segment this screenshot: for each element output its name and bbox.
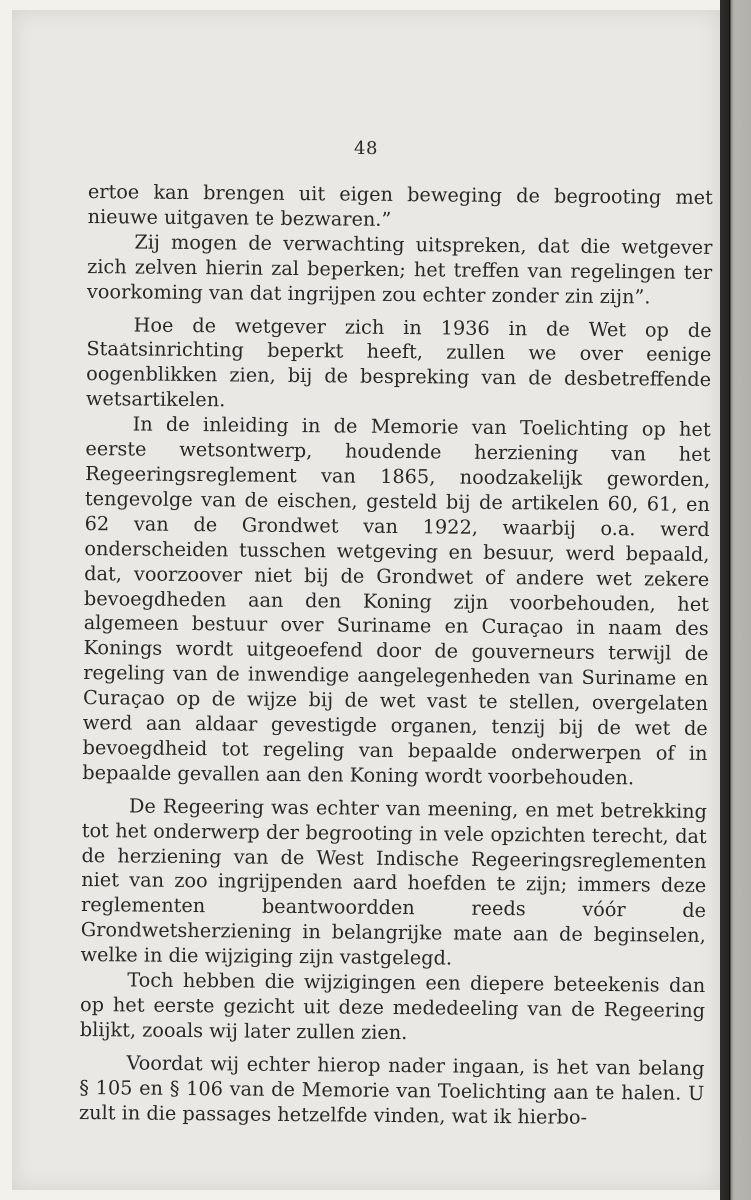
paragraph-6: Toch hebben die wijzigingen een diepere beteekenis dan op het eerste gezicht uit deze mededeeling van de Regeering blijkt, zooals wij later zullen zien. bbox=[79, 968, 706, 1045]
spine-shadow-line bbox=[729, 0, 730, 1200]
paragraph-4: In de inleiding in de Memorie van Toelichting op het eerste wetsontwerp, houdende herziening van het Regeeringsreglement van 1865, noodzakelijk geworden, tengevolge van de eischen, gesteld bij de artikelen 60, 61, en 62 van de Grondwet van 1922, waarbij o.a. werd onderscheiden tusschen wetgeving en besuur, werd bepaald, dat, voorzoover niet bij de Grondwet of andere wet zekere bevoegdheden aan den Koning zijn voorbehouden, het algemeen bestuur over Suriname en Curaçao in naam des Konings wordt uitgeoefend door de gouverneurs terwijl de regeling van de inwendige aangelegenheden van Suriname en Curaçao op de wijze bij de wet vast te stellen, overgelaten werd aan aldaar gevestigde organen, tenzij bij de wet de bevoegdheid tot regeling van bepaalde onderwerpen of in bepaalde gevallen aan den Koning wordt voorbehouden. bbox=[82, 412, 711, 790]
body-text bbox=[79, 180, 713, 1131]
book-spine-edge bbox=[720, 0, 751, 1200]
paper-sheet bbox=[12, 10, 720, 1190]
paragraph-1: ertoe kan brengen uit eigen beweging de begrooting met nieuwe uitgaven te bezwaren.” bbox=[87, 180, 713, 231]
paragraph-5: De Regeering was echter van meening, en met betrekking tot het onderwerp der begrooting in vele opzichten terecht, dat de herziening van de West Indische Regeeringsreglementen niet van zoo ingrijpenden aard hoefden te zijn; immers deze reglementen beantwoordden reeds vóór de Grondwetsherziening in belangrijke mate aan de beginselen, welke in die wijziging zijn vastgelegd. bbox=[80, 794, 708, 970]
paragraph-3: Hoe de wetgever zich in 1936 in de Wet op de Staatsinrichting beperkt heeft, zullen we over eenige oogenblikken zien, bij de bespreking van de desbetreffende wetsartikelen. bbox=[85, 312, 712, 412]
paragraph-7: Voordat wij echter hierop nader ingaan, is het van belang § 105 en § 106 van de Memorie van Toelichting aan te halen. U zult in die passages hetzelfde vinden, wat ik hierbo- bbox=[78, 1051, 705, 1129]
paragraph-2: Zij mogen de verwachting uitspreken, dat die wetgever zich zelven hierin zal beperken; het treffen van regelingen ter voorkoming van dat ingrijpen zou echter zonder zin zijn”. bbox=[86, 230, 713, 309]
page-number: 48 bbox=[354, 138, 378, 159]
